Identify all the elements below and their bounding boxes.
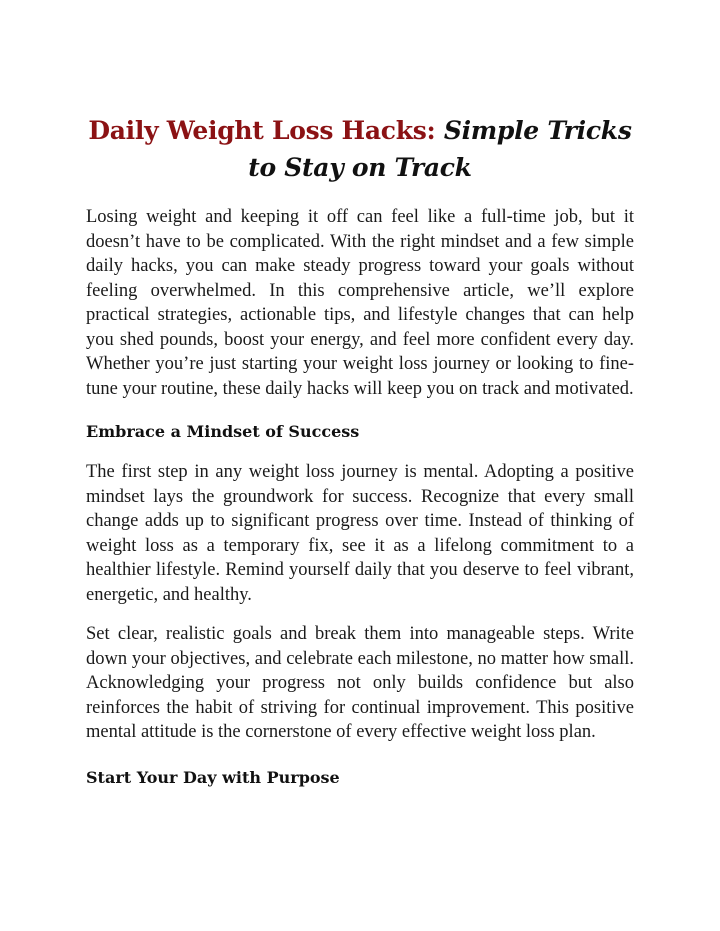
title-main: Daily Weight Loss Hacks:	[88, 116, 436, 145]
section-heading-start-day: Start Your Day with Purpose	[86, 767, 340, 787]
document-page	[86, 112, 634, 789]
document-title	[86, 112, 634, 186]
title-emphasis: Simple Tricks to Stay on Track	[248, 116, 632, 182]
section-heading-mindset: Embrace a Mindset of Success	[86, 422, 360, 441]
section-paragraph: The first step in any weight loss journey is mental. Adopting a positive mindset lays the groundwork for success. Recognize that every small change adds up to significant progress over time. Instead of thinking of weight loss as a temporary fix, see it as a lifelong commitment to a healthier lifestyle. Remind yourself daily that you deserve to feel vibrant, energetic, and healthy.	[86, 462, 634, 605]
intro-paragraph: Losing weight and keeping it off can feel like a full-time job, but it doesn’t have to be complicated. With the right mindset and a few simple daily hacks, you can make steady progress toward your goals without feeling overwhelmed. In this comprehensive article, we’ll explore practical strategies, actionable tips, and lifestyle changes that can help you shed pounds, boost your energy, and feel more confident every day. Whether you’re just starting your weight loss journey or looking to fine-tune your routine, these daily hacks will keep you on track and motivated.	[86, 207, 634, 399]
section-paragraph: Set clear, realistic goals and break them into manageable steps. Write down your objectives, and celebrate each milestone, no matter how small. Acknowledging your progress not only builds confidence but also reinforces the habit of striving for continual improvement. This positive mental attitude is the cornerstone of every effective weight loss plan.	[86, 624, 634, 742]
